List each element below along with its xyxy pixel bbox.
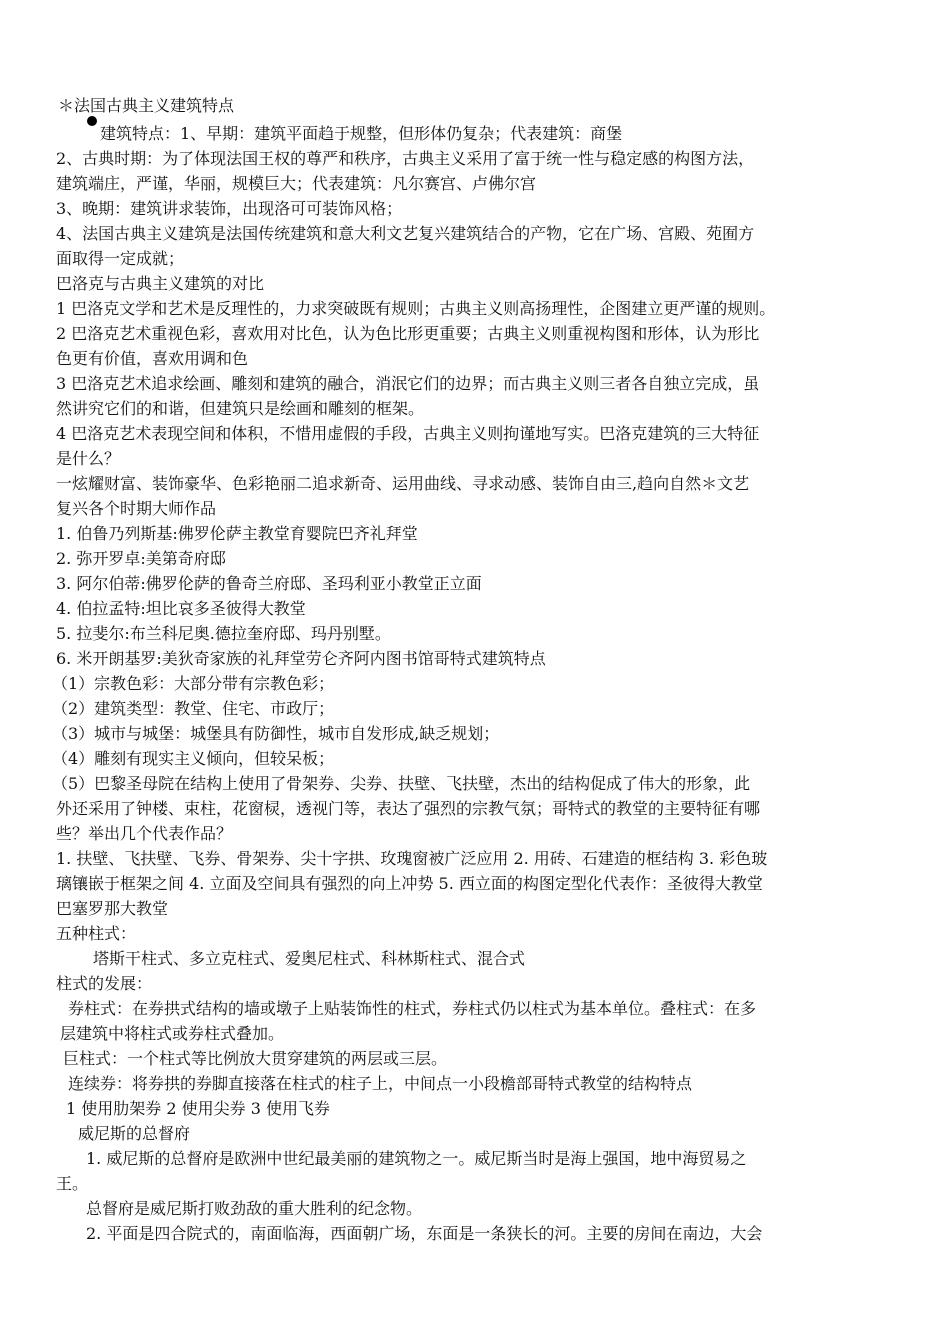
doc-line: 3 巴洛克艺术追求绘画、雕刻和建筑的融合，消泯它们的边界；而古典主义则三者各自独立完成，虽 [56,374,760,393]
doc-line: 4、法国古典主义建筑是法国传统建筑和意大利文艺复兴建筑结合的产物，它在广场、宫殿、苑囿方 [56,224,755,243]
doc-line: 层建筑中将柱式或券柱式叠加。 [60,1024,285,1043]
list-item: （3）城市与城堡：城堡具有防御性，城市自发形成,缺乏规划； [52,724,500,743]
doc-line: 连续券：将券拱的券脚直接落在柱式的柱子上，中间点一小段檐部哥特式教堂的结构特点 [68,1074,693,1093]
list-item: 5. 拉斐尔:布兰科尼奥.德拉奎府邸、玛丹别墅。 [56,624,391,643]
doc-line: 面取得一定成就； [56,249,185,268]
doc-line: 然讲究它们的和谐，但建筑只是绘画和雕刻的框架。 [56,399,425,418]
doc-line: 璃镶嵌于框架之间 4. 立面及空间具有强烈的向上冲势 5. 西立面的构图定型化代表作：圣彼得大教堂 [56,874,763,893]
list-item: 2. 平面是四合院式的，南面临海，西面朝广场，东面是一条狭长的河。主要的房间在南边，大会 [86,1224,763,1243]
doc-line: 建筑特点：1、早期：建筑平面趋于规整，但形体仍复杂；代表建筑：商堡 [100,124,623,143]
list-item: 1. 伯鲁乃列斯基:佛罗伦萨主教堂育婴院巴齐礼拜堂 [56,524,418,543]
doc-line: 外还采用了钟楼、束柱，花窗棂，透视门等，表达了强烈的宗教气氛；哥特式的教堂的主要特征有哪 [56,799,761,818]
doc-line: 1 使用肋架券 2 使用尖券 3 使用飞券 [66,1099,330,1118]
doc-line: 2 巴洛克艺术重视色彩，喜欢用对比色，认为色比形更重要；古典主义则重视构图和形体，认为形比 [56,324,760,343]
doc-line: 1. 扶壁、飞扶壁、飞券、骨架券、尖十字拱、玫瑰窗被广泛应用 2. 用砖、石建造的框结构 3. 彩色玻 [56,849,768,868]
list-item: （1）宗教色彩：大部分带有宗教色彩； [52,674,335,693]
doc-line: 总督府是威尼斯打败劲敌的重大胜利的纪念物。 [86,1199,423,1218]
doc-line: 是什么？ [56,449,121,468]
bullet-dot-icon [87,116,97,126]
doc-heading-order-development: 柱式的发展： [56,974,153,993]
doc-line: 券柱式：在券拱式结构的墙或墩子上贴装饰性的柱式，券柱式仍以柱式为基本单位。叠柱式：在多 [68,999,757,1018]
doc-line: 3、晚期：建筑讲求装饰，出现洛可可装饰风格； [56,199,403,218]
doc-line: 4 巴洛克艺术表现空间和体积，不惜用虚假的手段，古典主义则拘谨地写实。巴洛克建筑的三大特征 [56,424,760,443]
doc-heading-five-orders: 五种柱式： [56,924,137,943]
doc-line: 1 巴洛克文学和艺术是反理性的，力求突破既有规则；古典主义则高扬理性，企图建立更严谨的规则。 [56,299,776,318]
doc-line: 些？举出几个代表作品？ [56,824,233,843]
list-item: 1. 威尼斯的总督府是欧洲中世纪最美丽的建筑物之一。威尼斯当时是海上强国，地中海贸易之 [86,1149,747,1168]
list-item: 2. 弥开罗卓:美第奇府邸 [56,549,226,568]
doc-line: 巴塞罗那大教堂 [56,899,169,918]
doc-heading-french-classicism: ＊法国古典主义建筑特点 [58,96,235,115]
list-item: 6. 米开朗基罗:美狄奇家族的礼拜堂劳仑齐阿内图书馆哥特式建筑特点 [56,649,546,668]
doc-line: 塔斯干柱式、多立克柱式、爱奥尼柱式、科林斯柱式、混合式 [93,949,526,968]
doc-line: 色更有价值，喜欢用调和色 [56,349,249,368]
list-item: 3. 阿尔伯蒂:佛罗伦萨的鲁奇兰府邸、圣玛利亚小教堂正立面 [56,574,482,593]
list-item: （4）雕刻有现实主义倾向，但较呆板； [52,749,335,768]
doc-heading-doges-palace: 威尼斯的总督府 [78,1124,191,1143]
doc-line: 巨柱式：一个柱式等比例放大贯穿建筑的两层或三层。 [63,1049,448,1068]
list-item: 4. 伯拉孟特:坦比哀多圣彼得大教堂 [56,599,306,618]
list-item: （5）巴黎圣母院在结构上使用了骨架券、尖券、扶壁、飞扶壁，杰出的结构促成了伟大的形象，此 [52,774,751,793]
doc-line: 王。 [56,1174,89,1193]
doc-line: 复兴各个时期大师作品 [56,499,217,518]
list-item: （2）建筑类型：教堂、住宅、市政厅； [52,699,335,718]
doc-line: 一炫耀财富、装饰豪华、色彩艳丽二追求新奇、运用曲线、寻求动感、装饰自由三,趋向自然＊文艺 [56,474,750,493]
doc-heading-baroque-vs-classicism: 巴洛克与古典主义建筑的对比 [56,274,265,293]
doc-line: 建筑端庄，严谨，华丽，规模巨大；代表建筑：凡尔赛宫、卢佛尔宫 [56,174,537,193]
doc-line: 2、古典时期：为了体现法国王权的尊严和秩序，古典主义采用了富于统一性与稳定感的构图方法， [56,149,755,168]
